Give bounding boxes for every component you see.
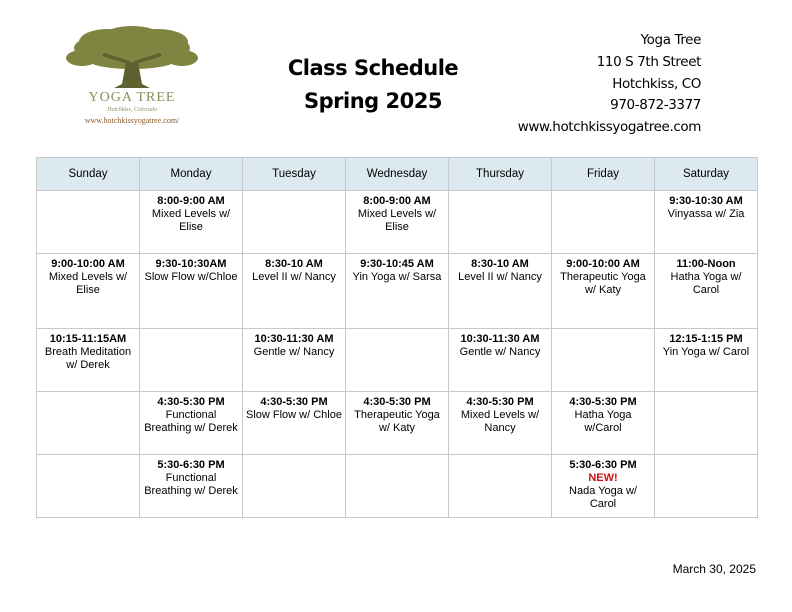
class-description: Slow Flow w/Chloe — [144, 271, 238, 283]
tree-icon — [62, 26, 202, 90]
class-cell — [140, 329, 243, 392]
logo-name: YOGA TREE — [88, 90, 176, 105]
class-description: Mixed Levels w/ Elise — [357, 208, 437, 233]
class-cell — [346, 254, 449, 329]
class-description: Gentle w/ Nancy — [459, 346, 541, 358]
day-header-row — [37, 158, 758, 191]
class-cell — [449, 455, 552, 518]
class-cell — [37, 254, 140, 329]
class-cell — [243, 455, 346, 518]
class-time: 11:00-Noon — [676, 258, 736, 270]
yoga-tree-logo — [62, 26, 202, 128]
day-header: Sunday — [37, 158, 140, 191]
title-line-2: Spring 2025 — [304, 89, 442, 113]
title-line-1: Class Schedule — [287, 56, 459, 80]
class-cell — [655, 392, 758, 455]
class-time: 4:30-5:30 PM — [363, 396, 431, 408]
class-cell — [243, 329, 346, 392]
class-time: 8:00-9:00 AM — [157, 195, 225, 207]
class-description: Mixed Levels w/ Elise — [48, 271, 128, 296]
class-time: 9:00-10:00 AM — [566, 258, 640, 270]
class-cell — [140, 254, 243, 329]
class-cell — [552, 191, 655, 254]
class-time: 9:30-10:45 AM — [360, 258, 434, 270]
class-time: 5:30-6:30 PM — [157, 459, 225, 471]
class-description: Nada Yoga w/ Carol — [569, 485, 637, 510]
class-cell — [140, 191, 243, 254]
day-header: Friday — [552, 158, 655, 191]
day-header: Saturday — [655, 158, 758, 191]
class-cell — [243, 191, 346, 254]
class-cell — [37, 329, 140, 392]
day-header: Monday — [140, 158, 243, 191]
class-cell — [449, 329, 552, 392]
class-time: 8:30-10 AM — [265, 258, 323, 270]
class-description: Yin Yoga w/ Sarsa — [352, 271, 442, 283]
class-cell — [552, 392, 655, 455]
class-time: 4:30-5:30 PM — [466, 396, 534, 408]
day-header: Tuesday — [243, 158, 346, 191]
class-time: 9:00-10:00 AM — [51, 258, 125, 270]
class-time: 12:15-1:15 PM — [669, 333, 743, 345]
class-time: 10:30-11:30 AM — [254, 333, 334, 345]
class-cell — [140, 392, 243, 455]
class-cell — [552, 455, 655, 518]
day-header: Thursday — [449, 158, 552, 191]
class-description: Functional Breathing w/ Derek — [144, 409, 238, 434]
class-time: 9:30-10:30 AM — [669, 195, 743, 207]
class-time: 5:30-6:30 PM — [569, 459, 637, 471]
schedule-body — [37, 191, 758, 518]
class-description: Gentle w/ Nancy — [253, 346, 335, 358]
class-cell — [346, 191, 449, 254]
revision-date: March 30, 2025 — [672, 562, 756, 576]
class-cell — [37, 455, 140, 518]
class-description: Yin Yoga w/ Carol — [662, 346, 750, 358]
class-description: Level II w/ Nancy — [458, 271, 542, 283]
studio-address — [518, 30, 701, 139]
class-cell — [243, 254, 346, 329]
class-cell — [449, 254, 552, 329]
class-time: 10:30-11:30 AM — [460, 333, 540, 345]
class-cell — [655, 329, 758, 392]
studio-phone: 970-872-3377 — [610, 97, 701, 114]
class-time: 10:15-11:15AM — [49, 333, 127, 345]
day-header: Wednesday — [346, 158, 449, 191]
class-description: Mixed Levels w/ Elise — [151, 208, 231, 233]
class-description: Mixed Levels w/ Nancy — [460, 409, 540, 434]
class-cell — [449, 191, 552, 254]
schedule-row — [37, 392, 758, 455]
class-cell — [37, 392, 140, 455]
class-cell — [655, 254, 758, 329]
class-description: Slow Flow w/ Chloe — [246, 409, 342, 421]
class-cell — [37, 191, 140, 254]
studio-url[interactable]: www.hotchkissyogatree.com — [517, 119, 701, 136]
studio-city: Hotchkiss, CO — [612, 75, 701, 92]
class-description: Functional Breathing w/ Derek — [144, 472, 238, 497]
logo-url: www.hotchkissyogatree.com/ — [84, 116, 180, 125]
class-cell — [346, 392, 449, 455]
class-cell — [449, 392, 552, 455]
class-time: 8:30-10 AM — [471, 258, 529, 270]
new-badge: NEW! — [588, 472, 618, 484]
studio-name: Yoga Tree — [640, 32, 701, 48]
class-description: Hatha Yoga w/ Carol — [670, 271, 742, 296]
class-cell — [346, 329, 449, 392]
class-cell — [655, 455, 758, 518]
class-time: 4:30-5:30 PM — [569, 396, 637, 408]
class-time: 4:30-5:30 PM — [157, 396, 225, 408]
class-description: Therapeutic Yoga w/ Katy — [354, 409, 440, 434]
class-time: 8:00-9:00 AM — [363, 195, 431, 207]
logo-location: Hotchkiss, Colorado — [107, 107, 157, 113]
schedule-row — [37, 254, 758, 329]
class-cell — [552, 329, 655, 392]
class-description: Therapeutic Yoga w/ Katy — [560, 271, 646, 296]
class-cell — [655, 191, 758, 254]
class-description: Level II w/ Nancy — [252, 271, 336, 283]
class-description: Hatha Yoga w/Carol — [574, 409, 632, 434]
class-time: 9:30-10:30AM — [155, 258, 227, 270]
class-cell — [346, 455, 449, 518]
class-description: Breath Meditation w/ Derek — [44, 346, 132, 371]
schedule-row — [37, 455, 758, 518]
schedule-row — [37, 191, 758, 254]
class-description: Vinyassa w/ Zia — [667, 208, 745, 220]
class-cell — [140, 455, 243, 518]
page-title — [285, 52, 461, 118]
schedule-table — [36, 157, 758, 518]
class-cell — [243, 392, 346, 455]
class-cell — [552, 254, 655, 329]
schedule-row — [37, 329, 758, 392]
studio-street: 110 S 7th Street — [596, 53, 701, 70]
class-time: 4:30-5:30 PM — [260, 396, 328, 408]
